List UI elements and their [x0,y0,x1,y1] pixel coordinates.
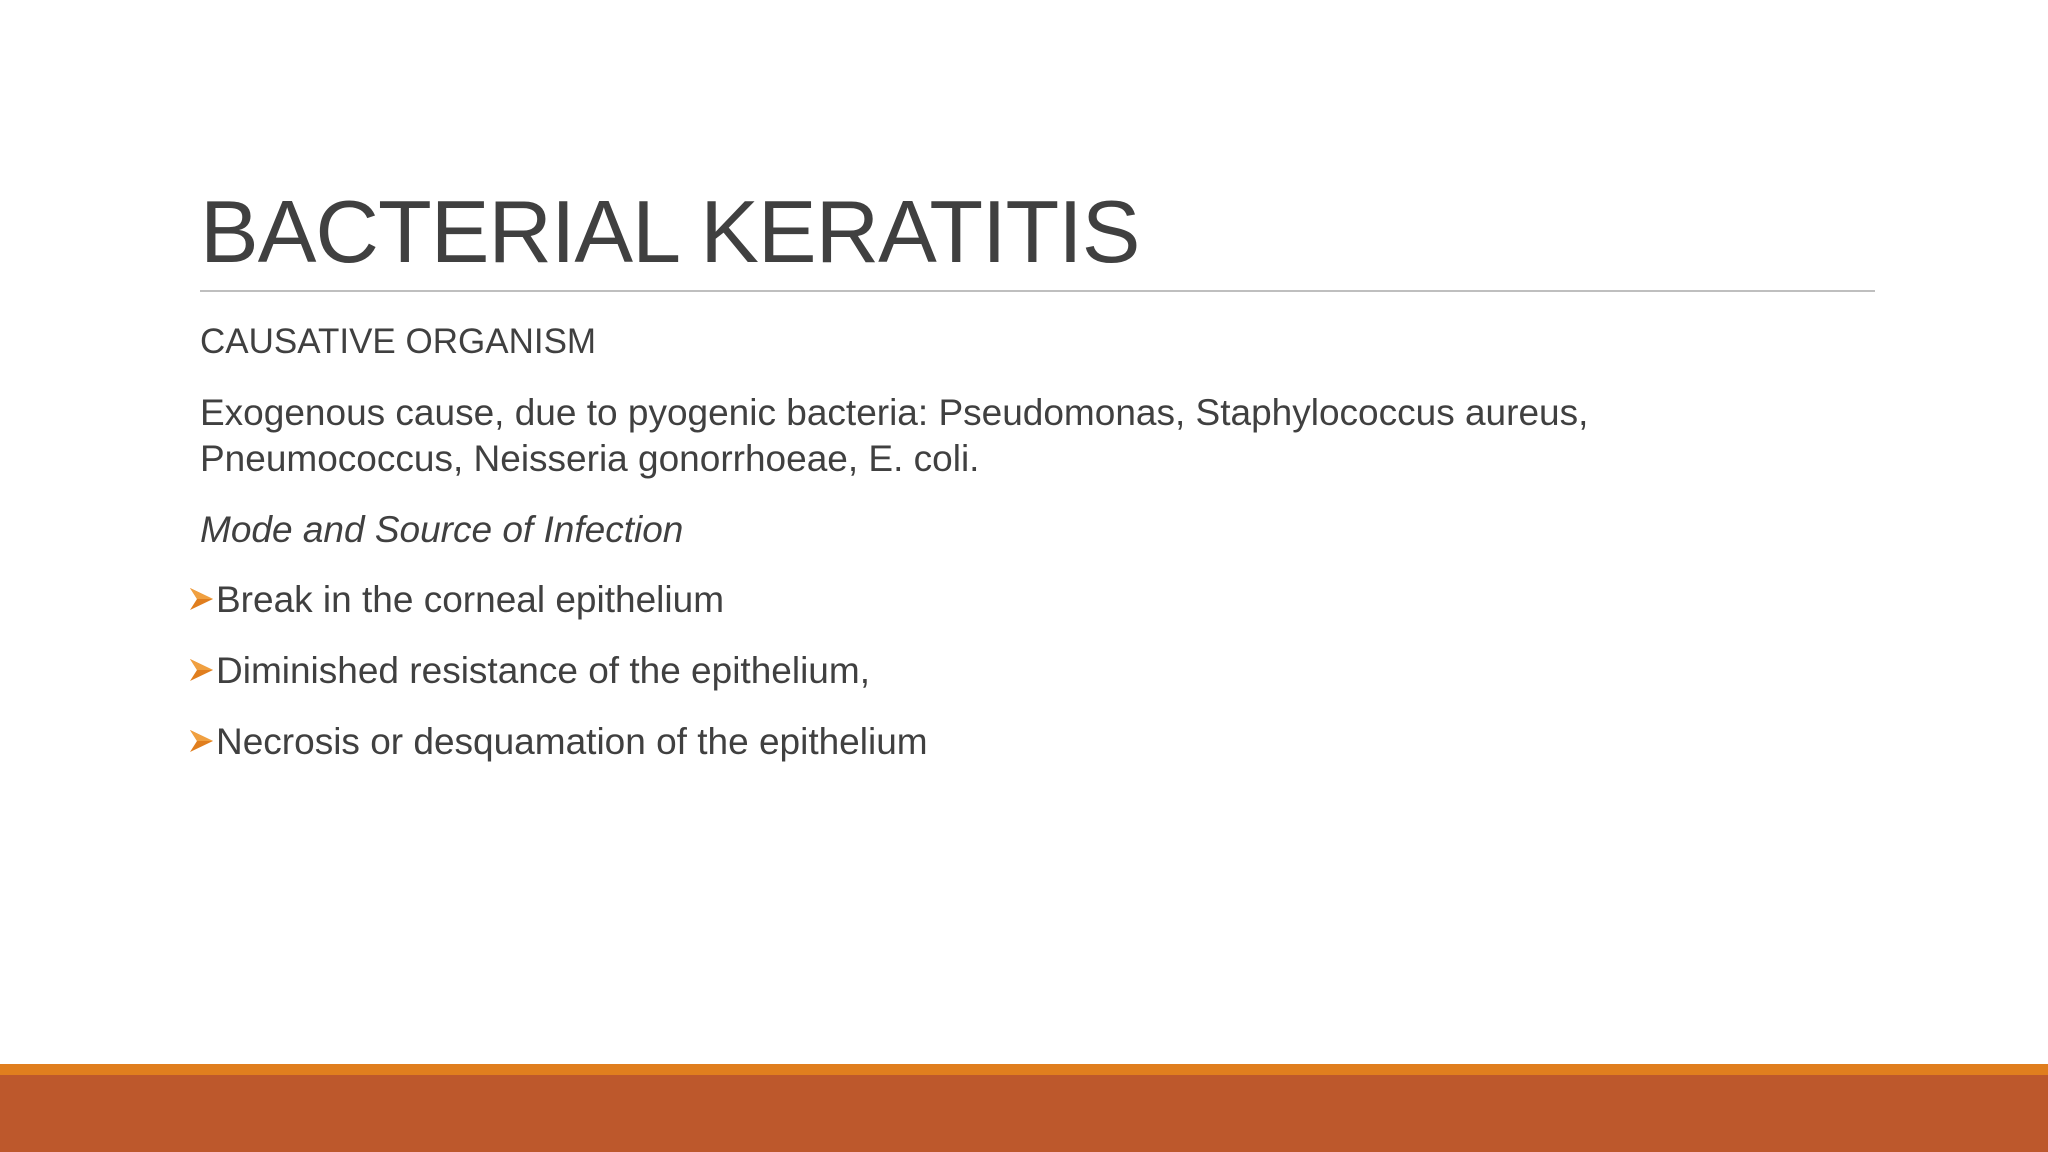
bullet-text: Break in the corneal epithelium [216,579,725,620]
body-line-1: Exogenous cause, due to pyogenic bacteria: Pseudomonas, Staphylococcus aureus, [200,392,1589,433]
arrowhead-bullet-icon [188,728,214,754]
title-divider [200,290,1875,292]
bullet-text: Diminished resistance of the epithelium, [216,650,870,691]
body-paragraph [200,390,1840,482]
body-line-2: Pneumococcus, Neisseria gonorrhoeae, E. coli. [200,438,980,479]
subheading: CAUSATIVE ORGANISM [200,322,597,361]
bullet-item [188,718,1828,766]
slide-title: BACTERIAL KERATITIS [200,182,1140,281]
arrowhead-bullet-icon [188,586,214,612]
footer-band [0,1075,2048,1152]
slide-content [200,318,1840,789]
footer-accent-stripe [0,1064,2048,1075]
arrowhead-bullet-icon [188,657,214,683]
bullet-item [188,576,1828,624]
bullet-item [188,647,1828,695]
italic-heading: Mode and Source of Infection [200,509,684,550]
bullet-text: Necrosis or desquamation of the epithelium [216,721,928,762]
